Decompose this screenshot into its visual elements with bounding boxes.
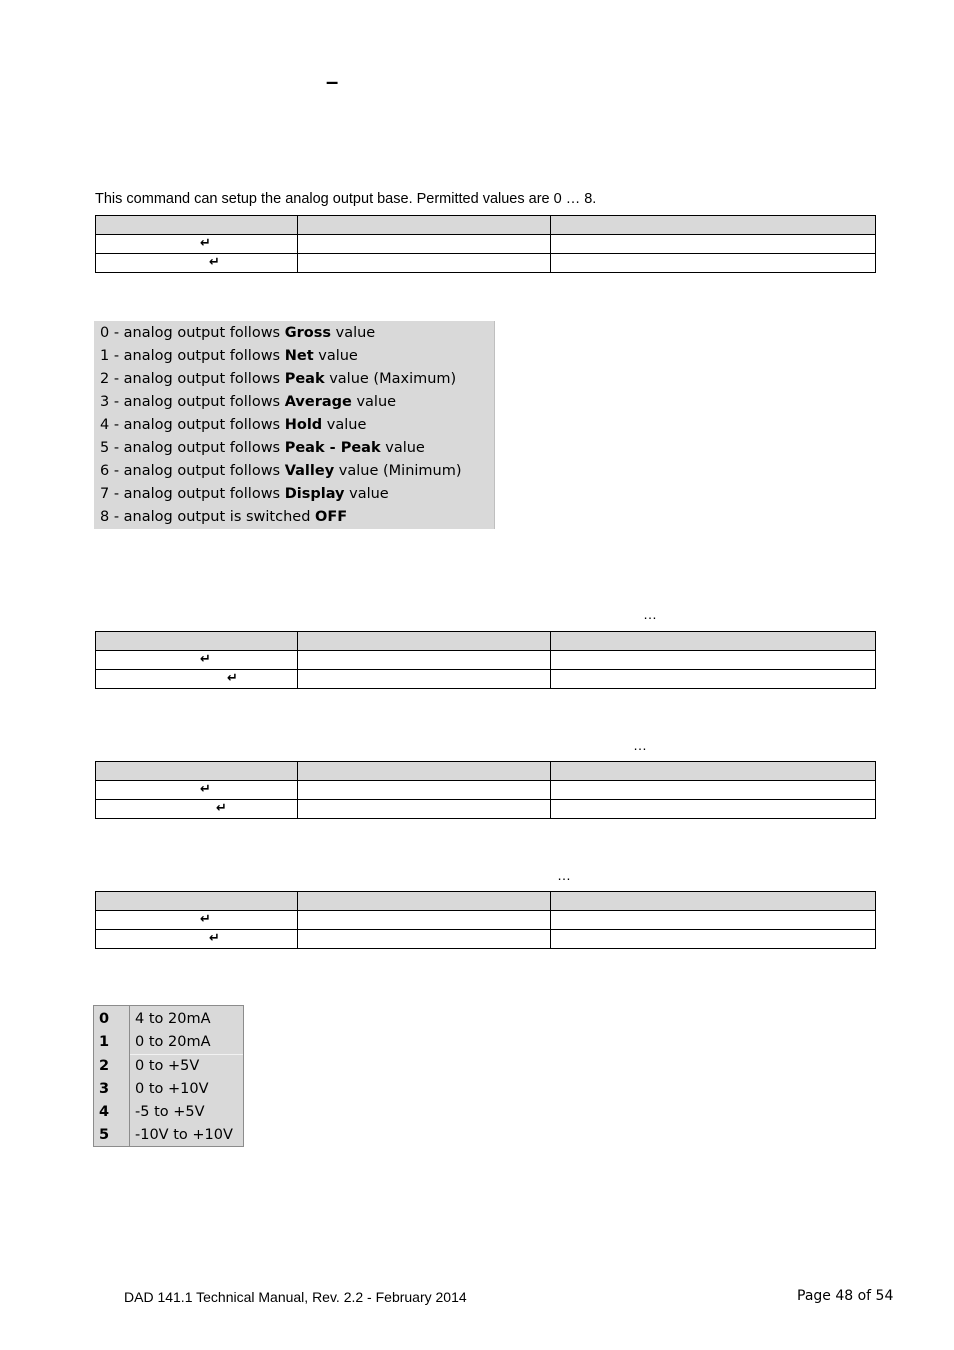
enter-key-icon: ↵ xyxy=(200,782,211,797)
table-row xyxy=(96,651,876,670)
range-value: -5 to +5V xyxy=(135,1104,205,1120)
table-header-row xyxy=(96,892,876,911)
list-item: 6 - analog output follows Valley value (Minimum) xyxy=(100,463,462,479)
list-item: 5 - analog output follows Peak - Peak value xyxy=(100,440,425,456)
range-value: 0 to 20mA xyxy=(135,1034,211,1050)
ellipsis-mark: … xyxy=(557,867,571,883)
table-row xyxy=(94,1077,243,1100)
range-code: 5 xyxy=(99,1127,110,1143)
table-row xyxy=(94,1030,243,1053)
range-value: 0 to +5V xyxy=(135,1058,200,1074)
list-item: 1 - analog output follows Net value xyxy=(100,348,358,364)
table-header-row xyxy=(96,762,876,781)
ellipsis-mark: … xyxy=(643,606,657,622)
range-code: 4 xyxy=(99,1104,110,1120)
table-row xyxy=(96,800,876,819)
enter-key-icon: ↵ xyxy=(227,671,238,686)
list-item: 3 - analog output follows Average value xyxy=(100,394,397,410)
table-row xyxy=(96,930,876,949)
enter-key-icon: ↵ xyxy=(200,652,211,667)
table-header-row xyxy=(96,216,876,235)
table-row xyxy=(96,670,876,689)
enter-key-icon: ↵ xyxy=(200,912,211,927)
table-row xyxy=(94,1100,243,1123)
table-row xyxy=(96,254,876,273)
table-row xyxy=(94,1054,243,1077)
footer-manual-title: DAD 141.1 Technical Manual, Rev. 2.2 - February 2014 xyxy=(124,1289,467,1305)
footer-page-number: Page 48 of 54 xyxy=(797,1288,894,1304)
range-code: 2 xyxy=(99,1058,110,1074)
enter-key-icon: ↵ xyxy=(209,255,220,270)
enter-key-icon: ↵ xyxy=(216,801,227,816)
command-table-4 xyxy=(95,891,876,949)
list-item: 8 - analog output is switched OFF xyxy=(100,509,348,525)
table-row xyxy=(96,781,876,800)
range-code: 3 xyxy=(99,1081,110,1097)
command-table-3 xyxy=(95,761,876,819)
table-header-row xyxy=(96,632,876,651)
range-code: 0 xyxy=(99,1011,110,1027)
table-row xyxy=(96,911,876,930)
intro-text: This command can setup the analog output base. Permitted values are 0 … 8. xyxy=(95,191,597,207)
range-value: 0 to +10V xyxy=(135,1081,209,1097)
output-range-table xyxy=(93,1005,244,1147)
command-table-2 xyxy=(95,631,876,689)
table-row xyxy=(96,235,876,254)
range-code: 1 xyxy=(99,1034,110,1050)
list-item: 7 - analog output follows Display value xyxy=(100,486,389,502)
enter-key-icon: ↵ xyxy=(209,931,220,946)
analog-output-base-list xyxy=(94,321,495,529)
list-item: 2 - analog output follows Peak value (Maximum) xyxy=(100,371,457,387)
command-table-1 xyxy=(95,215,876,273)
table-row xyxy=(94,1007,243,1030)
range-value: 4 to 20mA xyxy=(135,1011,211,1027)
table-row xyxy=(94,1123,243,1146)
list-item: 0 - analog output follows Gross value xyxy=(100,325,376,341)
heading-dash: – xyxy=(326,69,339,94)
range-value: -10V to +10V xyxy=(135,1127,233,1143)
ellipsis-mark: … xyxy=(633,737,647,753)
enter-key-icon: ↵ xyxy=(200,236,211,251)
list-item: 4 - analog output follows Hold value xyxy=(100,417,367,433)
